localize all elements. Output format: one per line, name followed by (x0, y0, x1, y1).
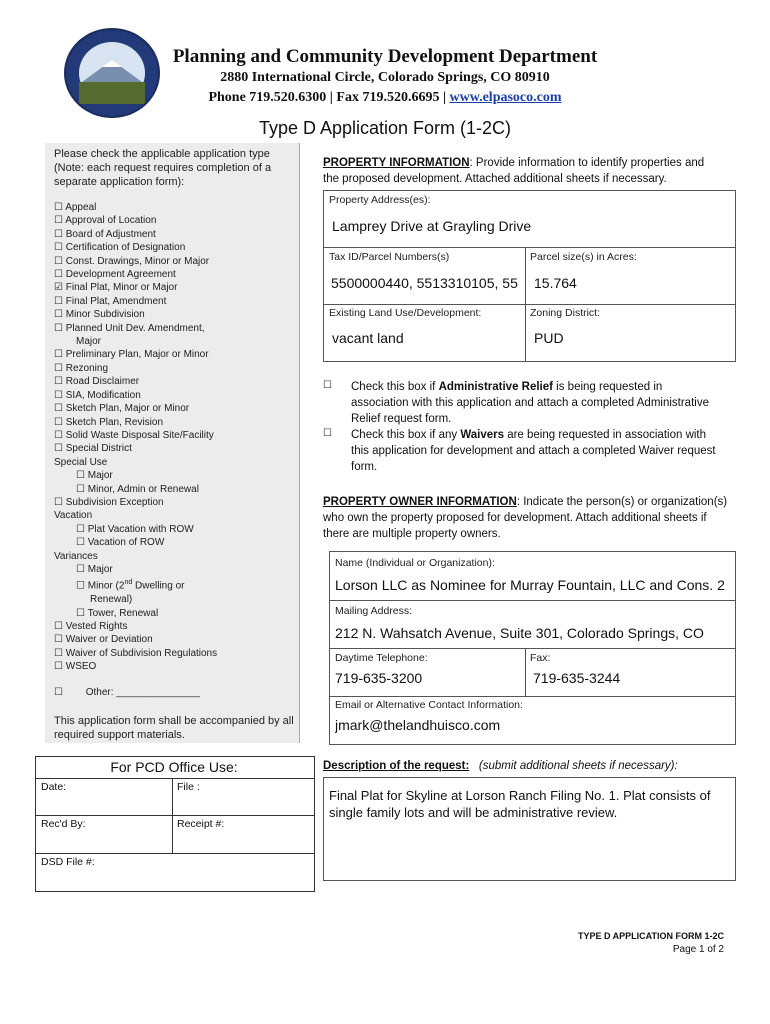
checkbox[interactable]: ☐ (54, 295, 63, 307)
office-receipt-label: Receipt #: (177, 818, 225, 830)
website-link[interactable]: www.elpasoco.com (449, 90, 562, 105)
owner-info-title: PROPERTY OWNER INFORMATION (323, 496, 517, 508)
checkbox[interactable]: ☐ (54, 322, 63, 334)
form-name-footer: TYPE D APPLICATION FORM 1-2C (577, 931, 724, 941)
checkbox-checked[interactable]: ☑ (54, 282, 63, 294)
checkbox[interactable]: ☐ (54, 269, 63, 281)
other-label: Other: (85, 687, 114, 698)
checkbox[interactable]: ☐ (76, 563, 85, 575)
checkbox[interactable]: ☐ (54, 403, 63, 415)
department-name: Planning and Community Development Department (172, 46, 598, 67)
checkbox[interactable]: ☐ (54, 443, 63, 455)
app-type-special-use-major[interactable]: ☐ Major (76, 470, 113, 482)
app-type-wseo[interactable]: ☐ WSEO (54, 661, 97, 673)
office-file-label: File : (177, 781, 200, 793)
request-note: (submit additional sheets if necessary): (478, 760, 678, 772)
property-address-label: Property Address(es): (329, 194, 431, 206)
app-type-preliminary-plan[interactable]: ☐ Preliminary Plan, Major or Minor (54, 349, 209, 361)
parcel-size-label: Parcel size(s) in Acres: (530, 251, 637, 263)
checkbox[interactable]: ☐ (54, 496, 63, 508)
group-label-special-use: Special Use (54, 456, 108, 468)
parcel-size-field[interactable]: 15.764 (534, 275, 577, 291)
fax-label: Fax: (530, 652, 551, 664)
app-type-pud-amendment[interactable]: ☐ Planned Unit Dev. Amendment, (54, 322, 205, 334)
app-type-variance-major[interactable]: ☐ Major (76, 563, 113, 575)
office-use-title: For PCD Office Use: (110, 759, 238, 775)
request-title: Description of the request: (323, 760, 470, 772)
other-blank-line[interactable]: _______________ (116, 687, 200, 698)
tax-id-label: Tax ID/Parcel Numbers(s) (329, 251, 450, 263)
app-type-approval-of-location[interactable]: ☐ Approval of Location (54, 215, 157, 227)
app-type-solid-waste[interactable]: ☐ Solid Waste Disposal Site/Facility (54, 429, 214, 441)
app-type-tower-renewal[interactable]: ☐ Tower, Renewal (76, 607, 159, 619)
app-type-waiver-deviation[interactable]: ☐ Waiver or Deviation (54, 634, 153, 646)
land-use-field[interactable]: vacant land (332, 330, 404, 346)
waivers-checkbox[interactable]: ☐ (323, 428, 332, 439)
owner-name-label: Name (Individual or Organization): (335, 557, 495, 569)
app-type-plat-vacation-row[interactable]: ☐ Plat Vacation with ROW (76, 523, 194, 535)
checkbox[interactable]: ☐ (54, 647, 63, 659)
app-type-board-of-adjustment[interactable]: ☐ Board of Adjustment (54, 228, 156, 240)
checkbox[interactable]: ☐ (54, 429, 63, 441)
checkbox[interactable]: ☐ (54, 215, 63, 227)
checkbox[interactable]: ☐ (54, 242, 63, 254)
app-type-special-district[interactable]: ☐ Special District (54, 443, 132, 455)
page-number: Page 1 of 2 (672, 944, 724, 955)
checkbox[interactable]: ☐ (54, 255, 63, 267)
checkbox[interactable]: ☐ (54, 416, 63, 428)
fax-field[interactable]: 719-635-3244 (533, 670, 621, 686)
checkbox[interactable]: ☐ (54, 228, 63, 240)
checkbox[interactable]: ☐ (54, 202, 63, 213)
land-use-label: Existing Land Use/Development: (329, 307, 482, 319)
email-label: Email or Alternative Contact Information: (335, 699, 523, 711)
office-date-label: Date: (41, 781, 67, 793)
mailing-address-field[interactable]: 212 N. Wahsatch Avenue, Suite 301, Colorado Springs, CO (335, 625, 704, 641)
app-type-subdivision-exception[interactable]: ☐ Subdivision Exception (54, 496, 164, 508)
mailing-address-label: Mailing Address: (335, 605, 413, 617)
property-info-heading: PROPERTY INFORMATION: Provide information to identify properties and the proposed development. Attached additional sheets if necessary. (323, 157, 705, 185)
owner-info-heading: PROPERTY OWNER INFORMATION: Indicate the person(s) or organization(s) who own the property proposed for development. Attach additional sheets if there are multiple property owners. (323, 496, 728, 540)
checkbox[interactable]: ☐ (54, 661, 63, 673)
request-description-text: Final Plat for Skyline at Lorson Ranch Filing No. 1. Plat consists of single family lots and will be administrative review. (329, 788, 711, 820)
zoning-field[interactable]: PUD (534, 330, 564, 346)
daytime-phone-field[interactable]: 719-635-3200 (335, 670, 423, 686)
office-dsd-label: DSD File #: (41, 856, 95, 868)
app-type-final-plat-amendment[interactable]: ☐ Final Plat, Amendment (54, 295, 167, 307)
checkbox[interactable]: ☐ (76, 483, 85, 495)
app-type-pud-amendment-major: Major (76, 336, 102, 348)
app-type-special-use-minor[interactable]: ☐ Minor, Admin or Renewal (76, 483, 199, 495)
app-type-minor-subdivision[interactable]: ☐ Minor Subdivision (54, 309, 145, 321)
property-info-title: PROPERTY INFORMATION (323, 157, 470, 169)
checkbox[interactable]: ☐ (76, 607, 85, 619)
form-title: Type D Application Form (1-2C) (258, 118, 512, 138)
office-recd-label: Rec'd By: (41, 818, 86, 830)
checkbox[interactable]: ☐ (76, 580, 85, 592)
checkbox[interactable]: ☐ (54, 687, 63, 698)
checkbox[interactable]: ☐ (54, 634, 63, 646)
checkbox[interactable]: ☐ (54, 620, 63, 632)
admin-relief-checkbox[interactable]: ☐ (323, 380, 332, 391)
property-address-field[interactable]: Lamprey Drive at Grayling Drive (332, 218, 532, 234)
waivers-text: Check this box if any Waivers are being requested in association with this application for development and attach a completed Waiver request form. (351, 429, 716, 473)
app-type-final-plat-minor-major[interactable]: ☑ Final Plat, Minor or Major (54, 282, 178, 294)
checkbox[interactable]: ☐ (54, 349, 63, 361)
support-materials-note: This application form shall be accompanied by all required support materials. (54, 715, 294, 741)
checkbox[interactable]: ☐ (54, 389, 63, 401)
department-address: 2880 International Circle, Colorado Springs, CO 80910 (220, 70, 550, 85)
app-type-road-disclaimer[interactable]: ☐ Road Disclaimer (54, 376, 140, 388)
app-type-certification-of-designation[interactable]: ☐ Certification of Designation (54, 242, 186, 254)
owner-name-field[interactable]: Lorson LLC as Nominee for Murray Fountain, LLC and Cons. 2 (335, 577, 725, 593)
request-heading (323, 758, 743, 774)
checkbox[interactable]: ☐ (76, 470, 85, 482)
app-type-vacation-of-row[interactable]: ☐ Vacation of ROW (76, 537, 165, 549)
county-seal-logo (64, 28, 160, 118)
daytime-phone-label: Daytime Telephone: (335, 652, 428, 664)
zoning-label: Zoning District: (530, 307, 601, 319)
app-type-variance-minor[interactable]: ☐ Minor (2nd Dwelling or (76, 579, 185, 592)
app-type-vested-rights[interactable]: ☐ Vested Rights (54, 620, 128, 632)
email-field[interactable]: jmark@thelandhuisco.com (335, 717, 501, 733)
app-type-variance-minor-cont: Renewal) (90, 594, 133, 606)
group-label-vacation: Vacation (54, 510, 93, 522)
department-contact (160, 90, 610, 106)
app-type-appeal[interactable]: ☐ Appeal (54, 202, 97, 213)
admin-relief-text: Check this box if Administrative Relief is being requested in association with this application and attach a completed Administrative Relief request form. (351, 381, 709, 425)
application-type-list (54, 201, 294, 674)
checkbox[interactable]: ☐ (54, 309, 63, 321)
tax-id-field[interactable]: 5500000440, 5513310105, 55 (331, 275, 518, 291)
app-type-development-agreement[interactable]: ☐ Development Agreement (54, 269, 176, 281)
app-type-sketch-plan-revision[interactable]: ☐ Sketch Plan, Revision (54, 416, 164, 428)
app-type-other[interactable] (54, 686, 294, 699)
app-type-sia-modification[interactable]: ☐ SIA, Modification (54, 389, 141, 401)
checkbox[interactable]: ☐ (54, 362, 63, 374)
app-type-rezoning[interactable]: ☐ Rezoning (54, 362, 109, 374)
application-type-instructions: Please check the applicable application type (Note: each request requires completion of a separate application form): (54, 148, 272, 188)
app-type-waiver-subdivision[interactable]: ☐ Waiver of Subdivision Regulations (54, 647, 218, 659)
phone-fax-text: Phone 719.520.6300 | Fax 719.520.6695 | (208, 90, 450, 105)
group-label-variances: Variances (54, 550, 98, 562)
checkbox[interactable]: ☐ (76, 523, 85, 535)
checkbox[interactable]: ☐ (54, 376, 63, 388)
checkbox[interactable]: ☐ (76, 537, 85, 549)
app-type-sketch-plan[interactable]: ☐ Sketch Plan, Major or Minor (54, 403, 190, 415)
app-type-const-drawings[interactable]: ☐ Const. Drawings, Minor or Major (54, 255, 210, 267)
